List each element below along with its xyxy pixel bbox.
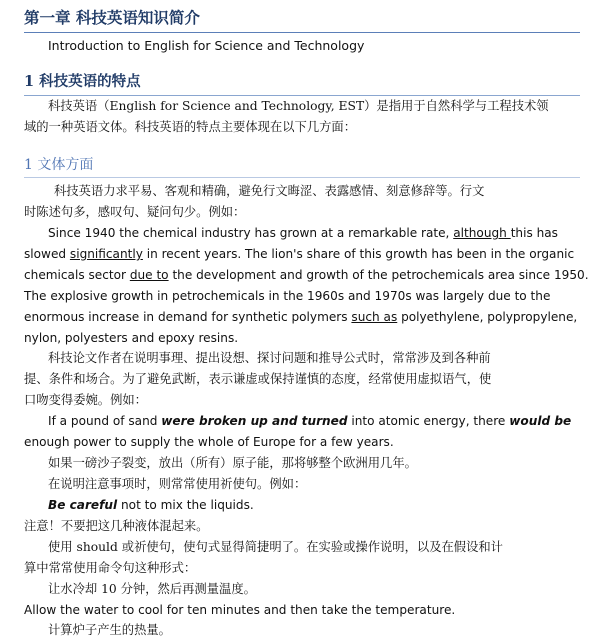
- section-intro-line-2: 域的一种英语文体。科技英语的特点主要体现在以下几方面：: [24, 120, 357, 134]
- example-1-line-5: [24, 307, 580, 328]
- section-title: 1 科技英语的特点: [24, 70, 580, 96]
- example-4-english: Allow the water to cool for ten minutes and then take the temperature.: [24, 603, 456, 617]
- underlined-word: due to: [129, 268, 169, 282]
- example-4-english-block: [24, 600, 580, 621]
- underlined-word: such as: [351, 310, 398, 324]
- example-1-paragraph: [24, 223, 589, 349]
- section-intro-paragraph: [24, 96, 580, 138]
- example-1-line-4: The explosive growth in petrochemicals in the 1960s and 1970s was largely due to the: [24, 289, 551, 303]
- underlined-word: although: [453, 226, 511, 240]
- example-2-text: If a pound of sand: [48, 414, 162, 428]
- example-1-text: in recent years. The lion's share of this growth has been in the organic: [142, 247, 575, 261]
- emphasized-verb: would be: [509, 414, 572, 428]
- paper-desc-line-1: 科技论文作者在说明事理、提出设想、探讨问题和推导公式时，常常涉及到各种前: [48, 351, 491, 365]
- example-2-line-2: enough power to supply the whole of Europe for a few years.: [24, 435, 394, 449]
- example-2-paragraph: [24, 411, 580, 453]
- paper-description-paragraph: [24, 348, 580, 411]
- example-1-text: polyethylene, polypropylene,: [397, 310, 578, 324]
- example-1-line-2: [24, 244, 580, 265]
- paper-desc-line-3: 口吻变得委婉。例如：: [24, 393, 147, 407]
- example-1-text: enormous increase in demand for synthetic polymers: [24, 310, 352, 324]
- style-desc-line-2: 时陈述句多，感叹句、疑问句少。例如：: [24, 205, 246, 219]
- example-1-text: this has: [510, 226, 558, 240]
- example-3-translation: 注意！不要把这几种液体混起来。: [24, 519, 209, 533]
- chapter-title: 第一章 科技英语知识简介: [24, 6, 580, 33]
- example-2-text: into atomic energy, there: [347, 414, 510, 428]
- paper-desc-line-2: 提、条件和场合。为了避免武断，表示谦虚或保持谨慎的态度，经常使用虚拟语气，使: [24, 372, 492, 386]
- example-3-text: not to mix the liquids.: [117, 498, 254, 512]
- example-2-translation-block: [24, 453, 580, 495]
- should-desc-line-1: 使用 should 或祈使句，使句式显得简捷明了。在实验或操作说明，以及在假设和计: [48, 540, 503, 554]
- example-1-line-3: [24, 265, 589, 286]
- example-3-paragraph: [24, 495, 580, 516]
- subsection-title: 1 文体方面: [24, 154, 580, 178]
- imperative-phrase: Be careful: [48, 498, 118, 512]
- example-2-line-1: [24, 411, 580, 432]
- example-4-chinese: 让水冷却 10 分钟，然后再测量温度。: [48, 582, 256, 596]
- example-1-text: Since 1940 the chemical industry has grown at a remarkable rate,: [48, 226, 454, 240]
- example-3-translation-block: [24, 516, 580, 600]
- example-1-line-1: [24, 223, 580, 244]
- example-5-chinese: 计算炉子产生的热量。: [48, 623, 171, 637]
- example-1-text: chemicals sector: [24, 268, 130, 282]
- example-1-text: slowed: [24, 247, 70, 261]
- example-5-block: [24, 620, 580, 641]
- underlined-word: significantly: [69, 247, 143, 261]
- should-desc-line-2: 算中常常使用命令句这种形式：: [24, 561, 197, 575]
- style-desc-line-1: 科技英语力求平易、客观和精确，避免行文晦涩、表露感情、刻意修辞等。行文: [54, 184, 485, 198]
- chapter-subtitle: Introduction to English for Science and Technology: [48, 38, 365, 53]
- section-intro-line-1: 科技英语（English for Science and Technology, EST）是指用于自然科学与工程技术领: [48, 99, 549, 113]
- example-1-text: the development and growth of the petrochemicals area since 1950.: [168, 268, 589, 282]
- caution-description: 在说明注意事项时，则常常使用祈使句。例如：: [48, 477, 307, 491]
- example-3-line: [24, 495, 580, 516]
- example-1-line-6: nylon, polyesters and epoxy resins.: [24, 331, 239, 345]
- style-description-paragraph: [24, 181, 580, 223]
- emphasized-verb: were broken up and turned: [161, 414, 348, 428]
- example-2-translation: 如果一磅沙子裂变，放出（所有）原子能，那将够整个欧洲用几年。: [48, 456, 417, 470]
